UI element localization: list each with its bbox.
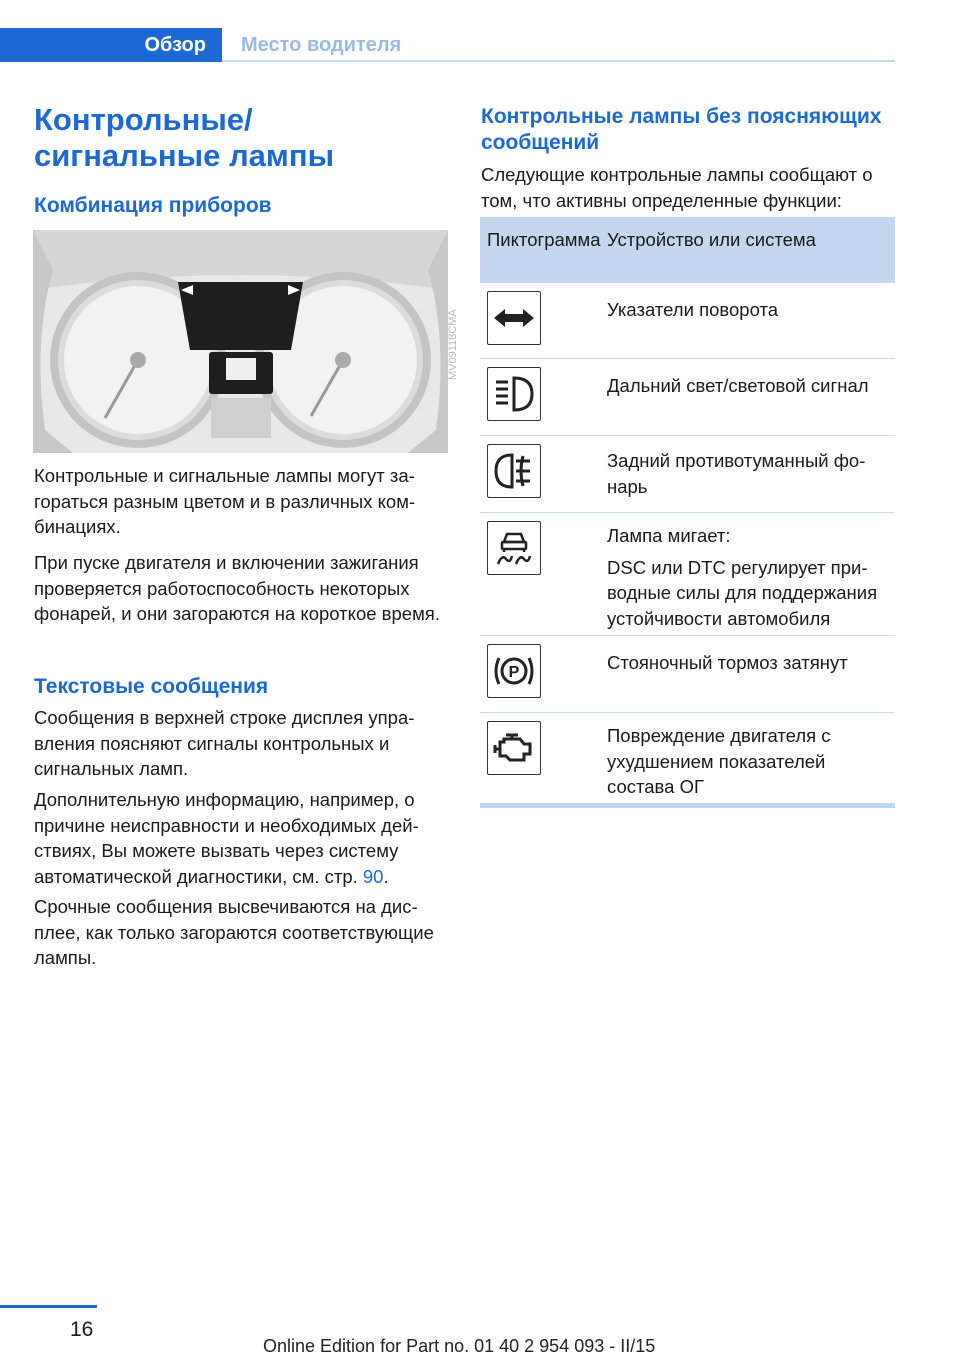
header-divider <box>222 60 895 62</box>
paragraph-lamps-colors: Контрольные и сигнальные лампы могут загораться разным цветом и в различных комбинациях. <box>34 465 416 537</box>
paragraph-urgent-messages: Срочные сообщения высвечиваются на дисплее, как только загораются соответствующие лампы. <box>34 896 434 968</box>
tab-overview[interactable]: Обзор <box>0 28 222 62</box>
engine-icon <box>487 721 541 775</box>
svg-text:P: P <box>508 664 520 681</box>
column-header-system: Устройство или система <box>607 229 816 250</box>
dsc-icon <box>487 521 541 575</box>
page-title: Контрольные/сигнальные лампы <box>34 102 335 173</box>
row-text: Стояночный тормоз затянут <box>607 652 848 673</box>
indicator-table <box>480 217 895 808</box>
paragraph-intro: Следующие контрольные лампы сообщают о том, что активны определенные функции: <box>481 164 873 211</box>
page-link[interactable]: 90 <box>362 865 384 887</box>
row-text: Дальний свет/световой сигнал <box>607 375 869 396</box>
tab-driver-seat[interactable]: Место водителя <box>241 33 402 56</box>
page-number: 16 <box>70 1318 94 1341</box>
table-end-rule <box>480 803 895 808</box>
row-text: Лампа мигает: <box>607 525 731 546</box>
table-row <box>480 636 895 713</box>
instrument-cluster-image <box>33 230 448 453</box>
table-header <box>480 217 895 283</box>
table-row <box>480 513 895 636</box>
figure-code: MV09118CMA <box>447 309 459 380</box>
high-beam-icon <box>487 367 541 421</box>
table-row <box>480 359 895 436</box>
rear-fog-lamp-icon <box>487 444 541 498</box>
section-title-indicator-lamps: Контрольные лампы без поясняющих сообщений <box>481 105 882 154</box>
paragraph-additional-info: Дополнительную информацию, например, о причине неисправности и необходимых действиях, Вы можете вызвать через систему автоматической диагностики, см. стр. 90. <box>34 789 419 887</box>
header-bar <box>0 0 895 62</box>
edition-note: Online Edition for Part no. 01 40 2 954 093 - II/15 <box>263 1336 656 1356</box>
table-row <box>480 713 895 803</box>
row-text: Указатели поворота <box>607 299 779 320</box>
row-text: Повреждение двигателя с ухудшением показателей состава ОГ <box>607 725 831 797</box>
row-text-detail: DSC или DTC регулирует приводные силы для поддержания устойчивости автомобиля <box>607 556 878 629</box>
footer-rule <box>0 1305 97 1308</box>
column-header-pictogram: Пиктограмма <box>487 229 601 250</box>
row-text: Задний противотуманный фонарь <box>607 450 866 497</box>
section-title-instrument-cluster: Комбинация приборов <box>34 194 272 217</box>
paragraph-messages: Сообщения в верхней строке дисплея управления поясняют сигналы контрольных и сигнальных ламп. <box>34 707 415 779</box>
table-row <box>480 436 895 513</box>
parking-brake-icon <box>487 644 541 698</box>
section-title-text-messages: Текстовые сообщения <box>34 675 269 698</box>
paragraph-startup-check: При пуске двигателя и включении зажигания проверяется работоспособность некоторых фонарей, и они загораются на короткое время. <box>34 552 440 624</box>
table-row <box>480 283 895 359</box>
turn-signal-icon <box>487 291 541 345</box>
